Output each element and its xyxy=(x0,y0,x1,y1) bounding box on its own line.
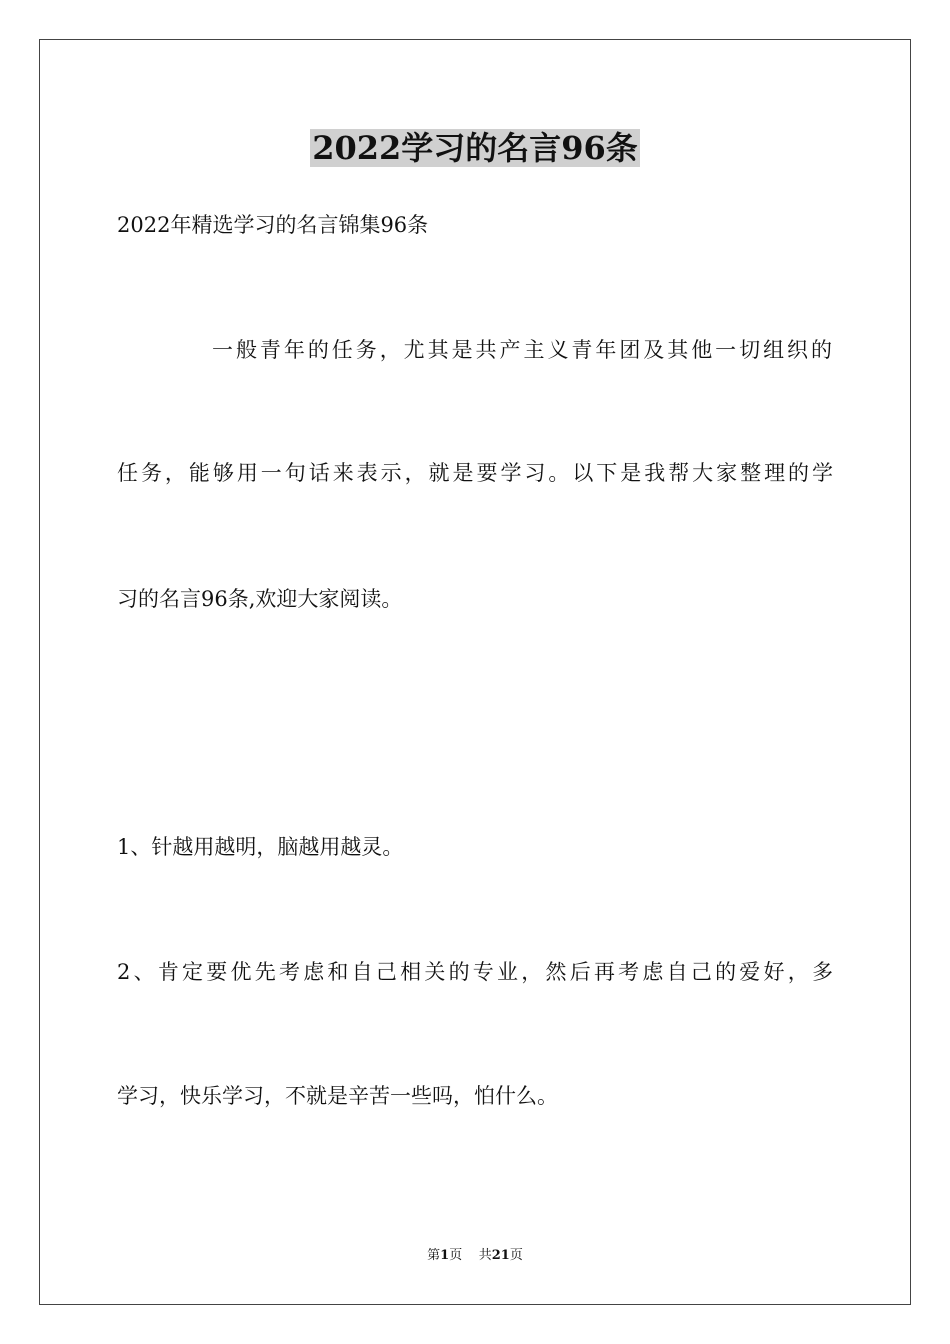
quote-line-1: 1、针越用越明，脑越用越灵。 xyxy=(117,835,404,859)
footer-page-middle: 页 共 xyxy=(449,1248,492,1263)
intro-line-3: 习的名言96条,欢迎大家阅读。 xyxy=(117,587,403,611)
footer-page-current: 1 xyxy=(440,1248,450,1263)
intro-line-2: 任务，能够用一句话来表示，就是要学习。以下是我帮大家整理的学 xyxy=(117,461,833,485)
page-footer xyxy=(0,1247,950,1265)
document-title-row xyxy=(0,126,950,170)
document-title: 2022学习的名言96条 xyxy=(312,129,638,167)
quote-line-2: 2、肯定要优先考虑和自己相关的专业，然后再考虑自己的爱好，多 xyxy=(117,960,833,984)
quote-line-3: 学习，快乐学习，不就是辛苦一些吗，怕什么。 xyxy=(117,1084,558,1108)
intro-line-1: 一般青年的任务，尤其是共产主义青年团及其他一切组织的 xyxy=(212,338,832,362)
footer-page-suffix: 页 xyxy=(509,1248,523,1263)
footer-page-prefix: 第 xyxy=(427,1248,441,1263)
footer-page-total: 21 xyxy=(491,1248,510,1263)
document-subtitle: 2022年精选学习的名言锦集96条 xyxy=(117,213,429,237)
